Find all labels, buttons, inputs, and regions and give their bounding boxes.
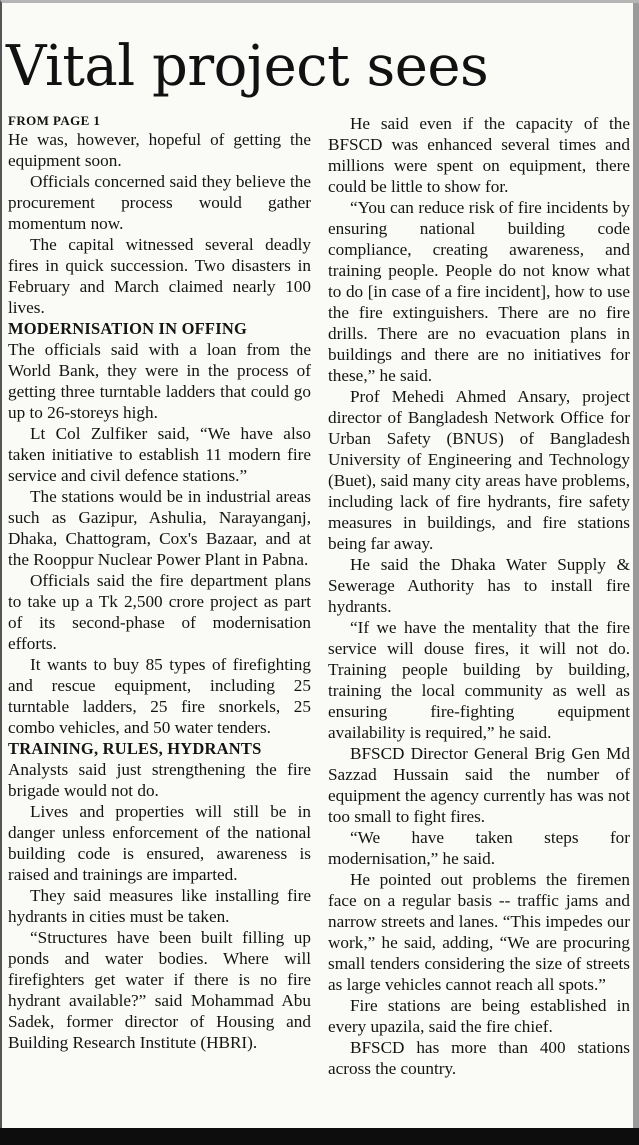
paragraph: “We have taken steps for modernisation,” he said. <box>328 828 630 868</box>
paragraph: Officials concerned said they believe the procurement process would gather momentum now. <box>8 172 311 233</box>
paragraph: The capital witnessed several deadly fires in quick succession. Two disasters in February and March claimed nearly 100 lives. <box>8 235 311 317</box>
bottom-border <box>0 1128 639 1145</box>
page-edge <box>633 3 639 1128</box>
paragraph: He said even if the capacity of the BFSCD was enhanced several times and millions were spent on equipment, there could be little to show for. <box>328 114 630 196</box>
paragraph: Officials said the fire department plans to take up a Tk 2,500 crore project as part of its second-phase of modernisation efforts. <box>8 571 311 653</box>
paragraph: Prof Mehedi Ahmed Ansary, project director of Bangladesh Network Office for Urban Safety (BNUS) of Bangladesh University of Engineering and Technology (Buet), said many city areas have problems, including lack of fire hydrants, fire safety measures in buildings, and fire stations being far away. <box>328 387 630 553</box>
paragraph: Lt Col Zulfiker said, “We have also taken initiative to establish 11 modern fire service and civil defence stations.” <box>8 424 311 485</box>
paragraph: It wants to buy 85 types of firefighting and rescue equipment, including 25 turntable ladders, 25 fire snorkels, 25 combo vehicles, and 50 water tenders. <box>8 655 311 737</box>
right-column <box>328 113 630 1079</box>
paragraph: Analysts said just strengthening the fire brigade would not do. <box>8 760 311 800</box>
paragraph: He pointed out problems the firemen face on a regular basis -- traffic jams and narrow streets and lanes. “This impedes our work,” he said, adding, “We are procuring small tenders considering the size of streets as large vehicles cannot reach all spots.” <box>328 870 630 994</box>
paragraph: The officials said with a loan from the World Bank, they were in the process of getting three turntable ladders that could go up to 26-storeys high. <box>8 340 311 422</box>
paragraph: “If we have the mentality that the fire service will douse fires, it will not do. Training people building by building, training the local community as well as ensuring fire-fighting equipment availability is required,” he said. <box>328 618 630 742</box>
kicker: FROM PAGE 1 <box>8 113 101 128</box>
subhead: TRAINING, RULES, HYDRANTS <box>8 739 262 758</box>
paragraph: BFSCD has more than 400 stations across the country. <box>328 1038 630 1078</box>
paragraph: BFSCD Director General Brig Gen Md Sazzad Hussain said the number of equipment the agency currently has was not too small to fight fires. <box>328 744 630 826</box>
left-column <box>8 112 311 1053</box>
paragraph: The stations would be in industrial areas such as Gazipur, Ashulia, Narayanganj, Dhaka, Chattogram, Cox's Bazaar, and at the Rooppur Nuclear Power Plant in Pabna. <box>8 487 311 569</box>
paragraph: He was, however, hopeful of getting the equipment soon. <box>8 130 311 170</box>
paragraph: He said the Dhaka Water Supply & Sewerage Authority has to install fire hydrants. <box>328 555 630 616</box>
subhead: MODERNISATION IN OFFING <box>8 319 247 338</box>
paragraph: Lives and properties will still be in danger unless enforcement of the national building code is ensured, awareness is raised and trainings are imparted. <box>8 802 311 884</box>
paragraph: Fire stations are being established in every upazila, said the fire chief. <box>328 996 630 1036</box>
headline: Vital project sees <box>6 34 489 99</box>
paragraph: “Structures have been built filling up ponds and water bodies. Where will firefighters get water if there is no fire hydrant available?” said Mohammad Abu Sadek, former director of Housing and Building Research Institute (HBRI). <box>8 928 311 1052</box>
paragraph: They said measures like installing fire hydrants in cities must be taken. <box>8 886 311 926</box>
paragraph: “You can reduce risk of fire incidents by ensuring national building code compliance, creating awareness, and training people. People do not know what to do [in case of a fire incident], how to use the fire extinguishers. There are no fire drills. There are no evacuation plans in buildings and there are no initiatives for these,” he said. <box>328 198 630 385</box>
